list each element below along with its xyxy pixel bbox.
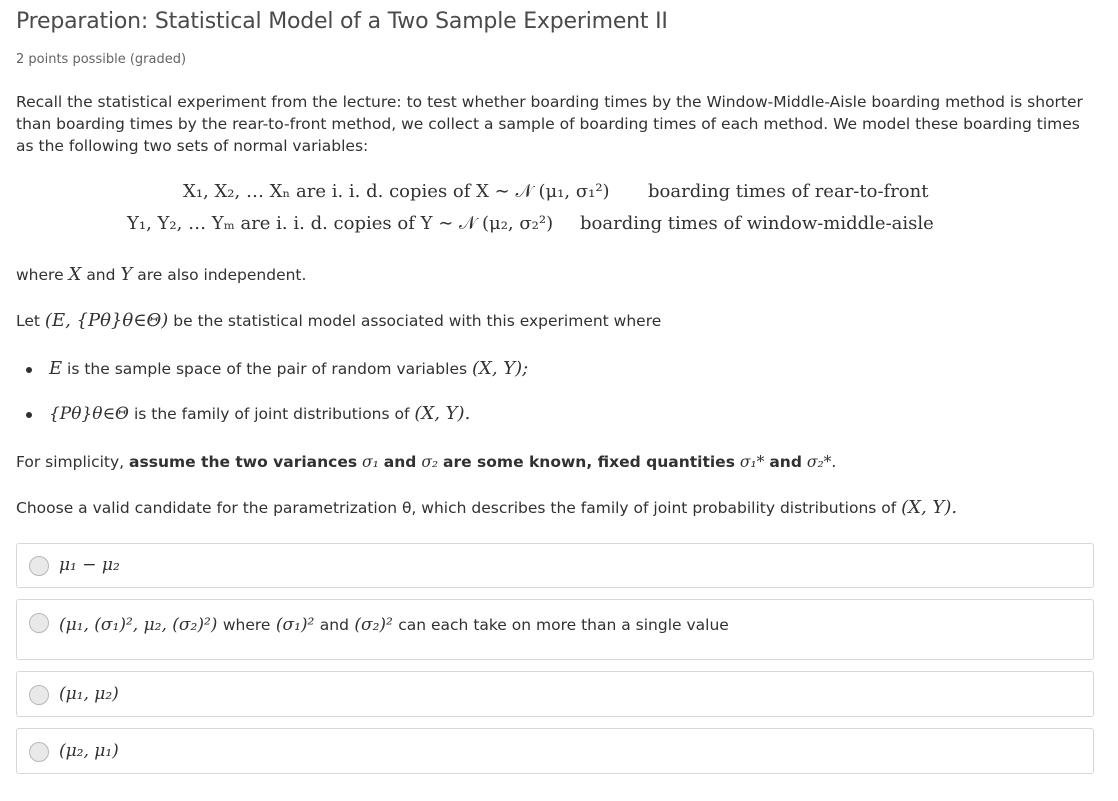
let-pre: Let	[16, 312, 40, 330]
simp-bold2: are some known, fixed quantities	[443, 453, 735, 471]
points-possible: 2 points possible (graded)	[16, 52, 187, 67]
bullet-dot-icon	[26, 412, 32, 418]
eq1-mid: are i. i. d. copies of	[296, 181, 471, 202]
indep-x: X	[68, 264, 82, 285]
indep-y: Y	[120, 264, 133, 285]
eq1-dist: X ∼ 𝒩 (μ₁, σ₁²)	[476, 181, 610, 202]
eq2-mid: are i. i. d. copies of	[240, 213, 415, 234]
eq2-desc: boarding times of window-middle-aisle	[580, 213, 934, 234]
option-2-and: and	[319, 616, 349, 634]
answer-option-1[interactable]	[16, 543, 1094, 588]
indep-post: are also independent.	[137, 266, 307, 284]
option-4-label: (μ₂, μ₁)	[59, 741, 119, 761]
answer-option-3[interactable]	[16, 671, 1094, 717]
indep-pre: where	[16, 266, 64, 284]
simp-pre: For simplicity,	[16, 453, 125, 471]
option-2-s1: (σ₁)²	[275, 615, 315, 635]
let-line	[16, 310, 1096, 332]
radio-button[interactable]	[29, 556, 49, 576]
option-2-s2: (σ₂)²	[354, 615, 393, 635]
bullet-sample-space	[26, 358, 528, 379]
simp-s2star: σ₂*.	[806, 453, 837, 471]
simplicity-line	[16, 451, 1096, 473]
eq1-desc: boarding times of rear-to-front	[648, 181, 929, 202]
answer-option-2[interactable]	[16, 599, 1094, 660]
bullet2-sym: {Pθ}θ∈Θ	[48, 404, 129, 424]
option-2-tail: can each take on more than a single value	[398, 616, 729, 634]
intro-paragraph: Recall the statistical experiment from the lecture: to test whether boarding times by the Window-Middle-Aisle boarding method is shorter than boarding times by the rear-to-front method, we collect a sample of boarding times of each method. We model these boarding times as the following two sets of normal variables:	[16, 93, 1083, 155]
bullet-dot-icon	[26, 367, 32, 373]
choose-text: Choose a valid candidate for the parametrization θ, which describes the family of joint probability distributions of	[16, 499, 897, 517]
simp-and2: and	[769, 453, 802, 471]
choose-line	[16, 497, 1096, 519]
radio-button[interactable]	[29, 685, 49, 705]
answer-option-4[interactable]	[16, 728, 1094, 774]
radio-button[interactable]	[29, 613, 49, 633]
equation-row-x	[183, 181, 610, 202]
option-1-label: μ₁ − μ₂	[59, 555, 120, 575]
option-2-math: (μ₁, (σ₁)², μ₂, (σ₂)²)	[59, 615, 218, 635]
choose-xy: (X, Y).	[901, 497, 958, 518]
eq1-vars: X₁, X₂, … Xₙ	[183, 181, 291, 202]
eq2-vars: Y₁, Y₂, … Yₘ	[127, 213, 235, 234]
option-2-where: where	[222, 616, 271, 634]
simp-s2: σ₂	[421, 453, 439, 471]
simp-bold1: assume the two variances	[129, 453, 358, 471]
simp-s1: σ₁	[362, 453, 379, 471]
let-post: be the statistical model associated with this experiment where	[173, 312, 662, 330]
bullet1-sym: E	[48, 358, 63, 379]
bullet-family	[26, 403, 470, 424]
eq2-dist: Y ∼ 𝒩 (μ₂, σ₂²)	[420, 213, 554, 234]
independence-line	[16, 264, 1096, 286]
bullet2-text: is the family of joint distributions of	[133, 405, 410, 423]
bullet1-xy: (X, Y);	[472, 358, 529, 379]
simp-and1: and	[383, 453, 417, 471]
radio-button[interactable]	[29, 742, 49, 762]
option-3-label: (μ₁, μ₂)	[59, 684, 119, 704]
let-model: (E, {Pθ}θ∈Θ)	[44, 310, 169, 331]
equation-row-y	[127, 213, 553, 234]
simp-s1star: σ₁*	[739, 453, 765, 471]
problem-title: Preparation: Statistical Model of a Two Sample Experiment II	[16, 9, 668, 34]
bullet1-text: is the sample space of the pair of random variables	[67, 360, 468, 378]
option-2-label	[59, 615, 729, 635]
bullet2-xy: (X, Y).	[414, 403, 471, 424]
indep-and: and	[86, 266, 116, 284]
